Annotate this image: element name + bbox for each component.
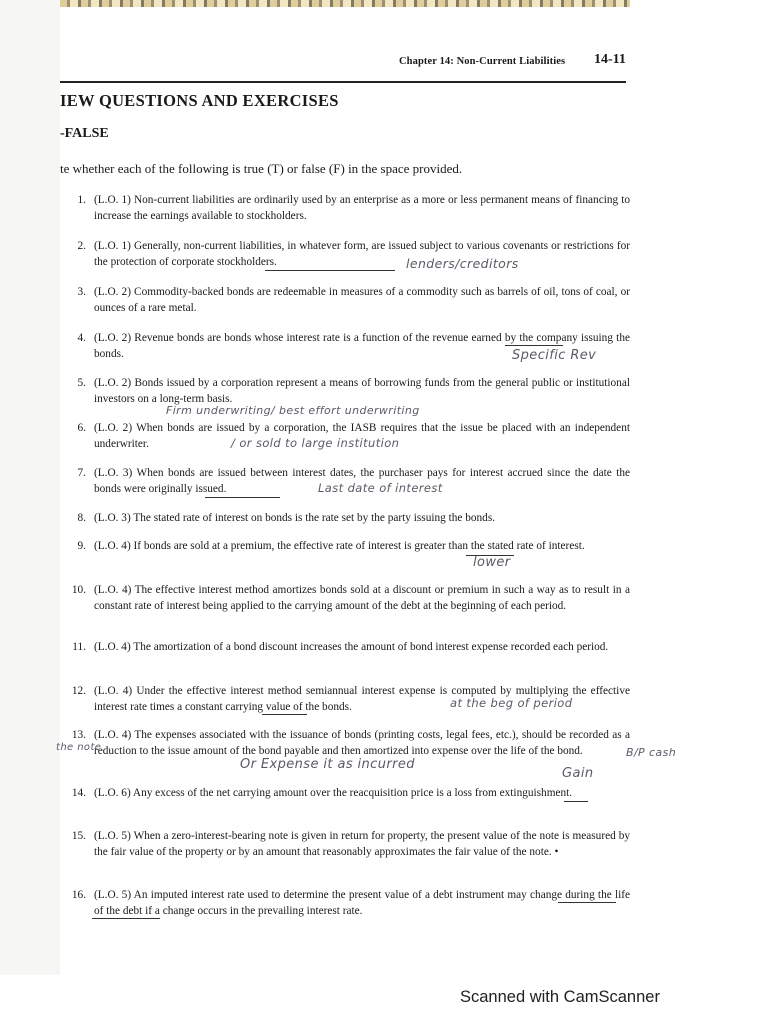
underline-mark	[558, 902, 616, 903]
question-text: (L.O. 4) The amortization of a bond discount increases the amount of bond interest expense recorded each period.	[94, 641, 609, 653]
question-number: 12.	[71, 685, 86, 697]
question-text: (L.O. 2) Bonds issued by a corporation represent a means of borrowing funds from the general public or institutional investors on a long-term basis.	[94, 377, 630, 405]
question-text: (L.O. 1) Non-current liabilities are ordinarily used by an enterprise as a more or less permanent means of financing to increase the earnings available to stockholders.	[94, 194, 630, 222]
underline-mark	[505, 345, 563, 346]
subhead: -FALSE	[60, 126, 109, 141]
handwritten-note: at the beg of period	[450, 696, 573, 710]
question-text: (L.O. 2) Commodity-backed bonds are redeemable in measures of a commodity such as barrels of oil, tons of coal, or ounces of a rare metal.	[94, 286, 630, 314]
question-number: 14.	[71, 787, 86, 799]
question-number: 16.	[71, 889, 86, 901]
chapter-title: Chapter 14: Non-Current Liabilities	[399, 56, 566, 67]
question-text: (L.O. 4) The expenses associated with the issuance of bonds (printing costs, legal fees, etc.), should be recorded as a reduction to the issue amount of the bond payable and then amortized into expense over the life of the bond.	[94, 729, 630, 757]
underline-mark	[265, 270, 395, 271]
question-number: 6.	[77, 422, 86, 434]
question-number: 15.	[71, 830, 86, 842]
question-text: (L.O. 4) Under the effective interest method semiannual interest expense is computed by multiplying the effective interest rate times a constant carrying value of the bonds.	[94, 685, 630, 713]
question-number: 8.	[77, 512, 86, 524]
handwritten-note: / or sold to large institution	[231, 436, 400, 450]
question-number: 9.	[77, 540, 86, 552]
underline-mark	[564, 801, 588, 802]
running-head	[0, 52, 768, 72]
question-text: (L.O. 2) Revenue bonds are bonds whose interest rate is a function of the revenue earned by the company issuing the bonds.	[94, 332, 630, 360]
question-number: 5.	[77, 377, 86, 389]
underline-mark	[92, 918, 160, 919]
handwritten-note: Or Expense it as incurred	[240, 757, 415, 772]
question-text: (L.O. 1) Generally, non-current liabilities, in whatever form, are issued subject to various covenants or restrictions for the protection of corporate stockholders.	[94, 240, 630, 268]
question-number: 2.	[77, 240, 86, 252]
question-number: 10.	[71, 584, 86, 596]
section-title: IEW QUESTIONS AND EXERCISES	[60, 91, 339, 110]
question-text: (L.O. 2) When bonds are issued by a corporation, the IASB requires that the issue be placed with an independent underwriter.	[94, 422, 630, 450]
instructions: te whether each of the following is true (T) or false (F) in the space provided.	[60, 161, 463, 176]
question-text: (L.O. 5) When a zero-interest-bearing note is given in return for property, the present value of the note is measured by the fair value of the property or by an amount that reasonably approximates the fair value of the note. •	[94, 830, 630, 858]
question-number: 3.	[77, 286, 86, 298]
question-text: (L.O. 6) Any excess of the net carrying amount over the reacquisition price is a loss from extinguishment.	[94, 787, 573, 799]
question-number: 11.	[72, 641, 86, 653]
scan-top-strip	[60, 0, 630, 7]
header-rule	[60, 81, 626, 83]
handwritten-note: Firm underwriting/ best effort underwriting	[166, 404, 420, 417]
question-number: 7.	[77, 467, 86, 479]
underline-mark	[205, 497, 280, 498]
underline-mark	[262, 714, 307, 715]
scanner-footer: Scanned with CamScanner	[460, 988, 660, 1006]
page-number: 14-11	[594, 52, 626, 67]
handwritten-note: Gain	[562, 766, 594, 781]
question-text: (L.O. 4) If bonds are sold at a premium, the effective rate of interest is greater than the stated rate of interest.	[94, 540, 585, 552]
question-text: (L.O. 3) The stated rate of interest on bonds is the rate set by the party issuing the bonds.	[94, 512, 496, 524]
handwritten-note: Last date of interest	[318, 481, 443, 495]
handwritten-note: Specific Rev	[512, 348, 597, 363]
question-number: 4.	[77, 332, 86, 344]
question-text: (L.O. 5) An imputed interest rate used to determine the present value of a debt instrument may change during the life of the debt if a change occurs in the prevailing interest rate.	[94, 889, 630, 917]
handwritten-note: lenders/creditors	[406, 256, 519, 271]
question-text: (L.O. 4) The effective interest method amortizes bonds sold at a discount or premium in such a way as to result in a constant rate of interest being applied to the carrying amount of the debt at the beginning of each period.	[94, 584, 630, 612]
page-edge	[0, 0, 60, 975]
handwritten-margin-note: the note	[56, 742, 102, 753]
handwritten-margin-note: B/P cash	[626, 746, 677, 759]
question-number: 13.	[71, 729, 86, 741]
handwritten-note: lower	[473, 555, 511, 570]
question-number: 1.	[77, 194, 86, 206]
question-text: (L.O. 3) When bonds are issued between interest dates, the purchaser pays for interest accrued since the date the bonds were originally issued.	[94, 467, 630, 495]
